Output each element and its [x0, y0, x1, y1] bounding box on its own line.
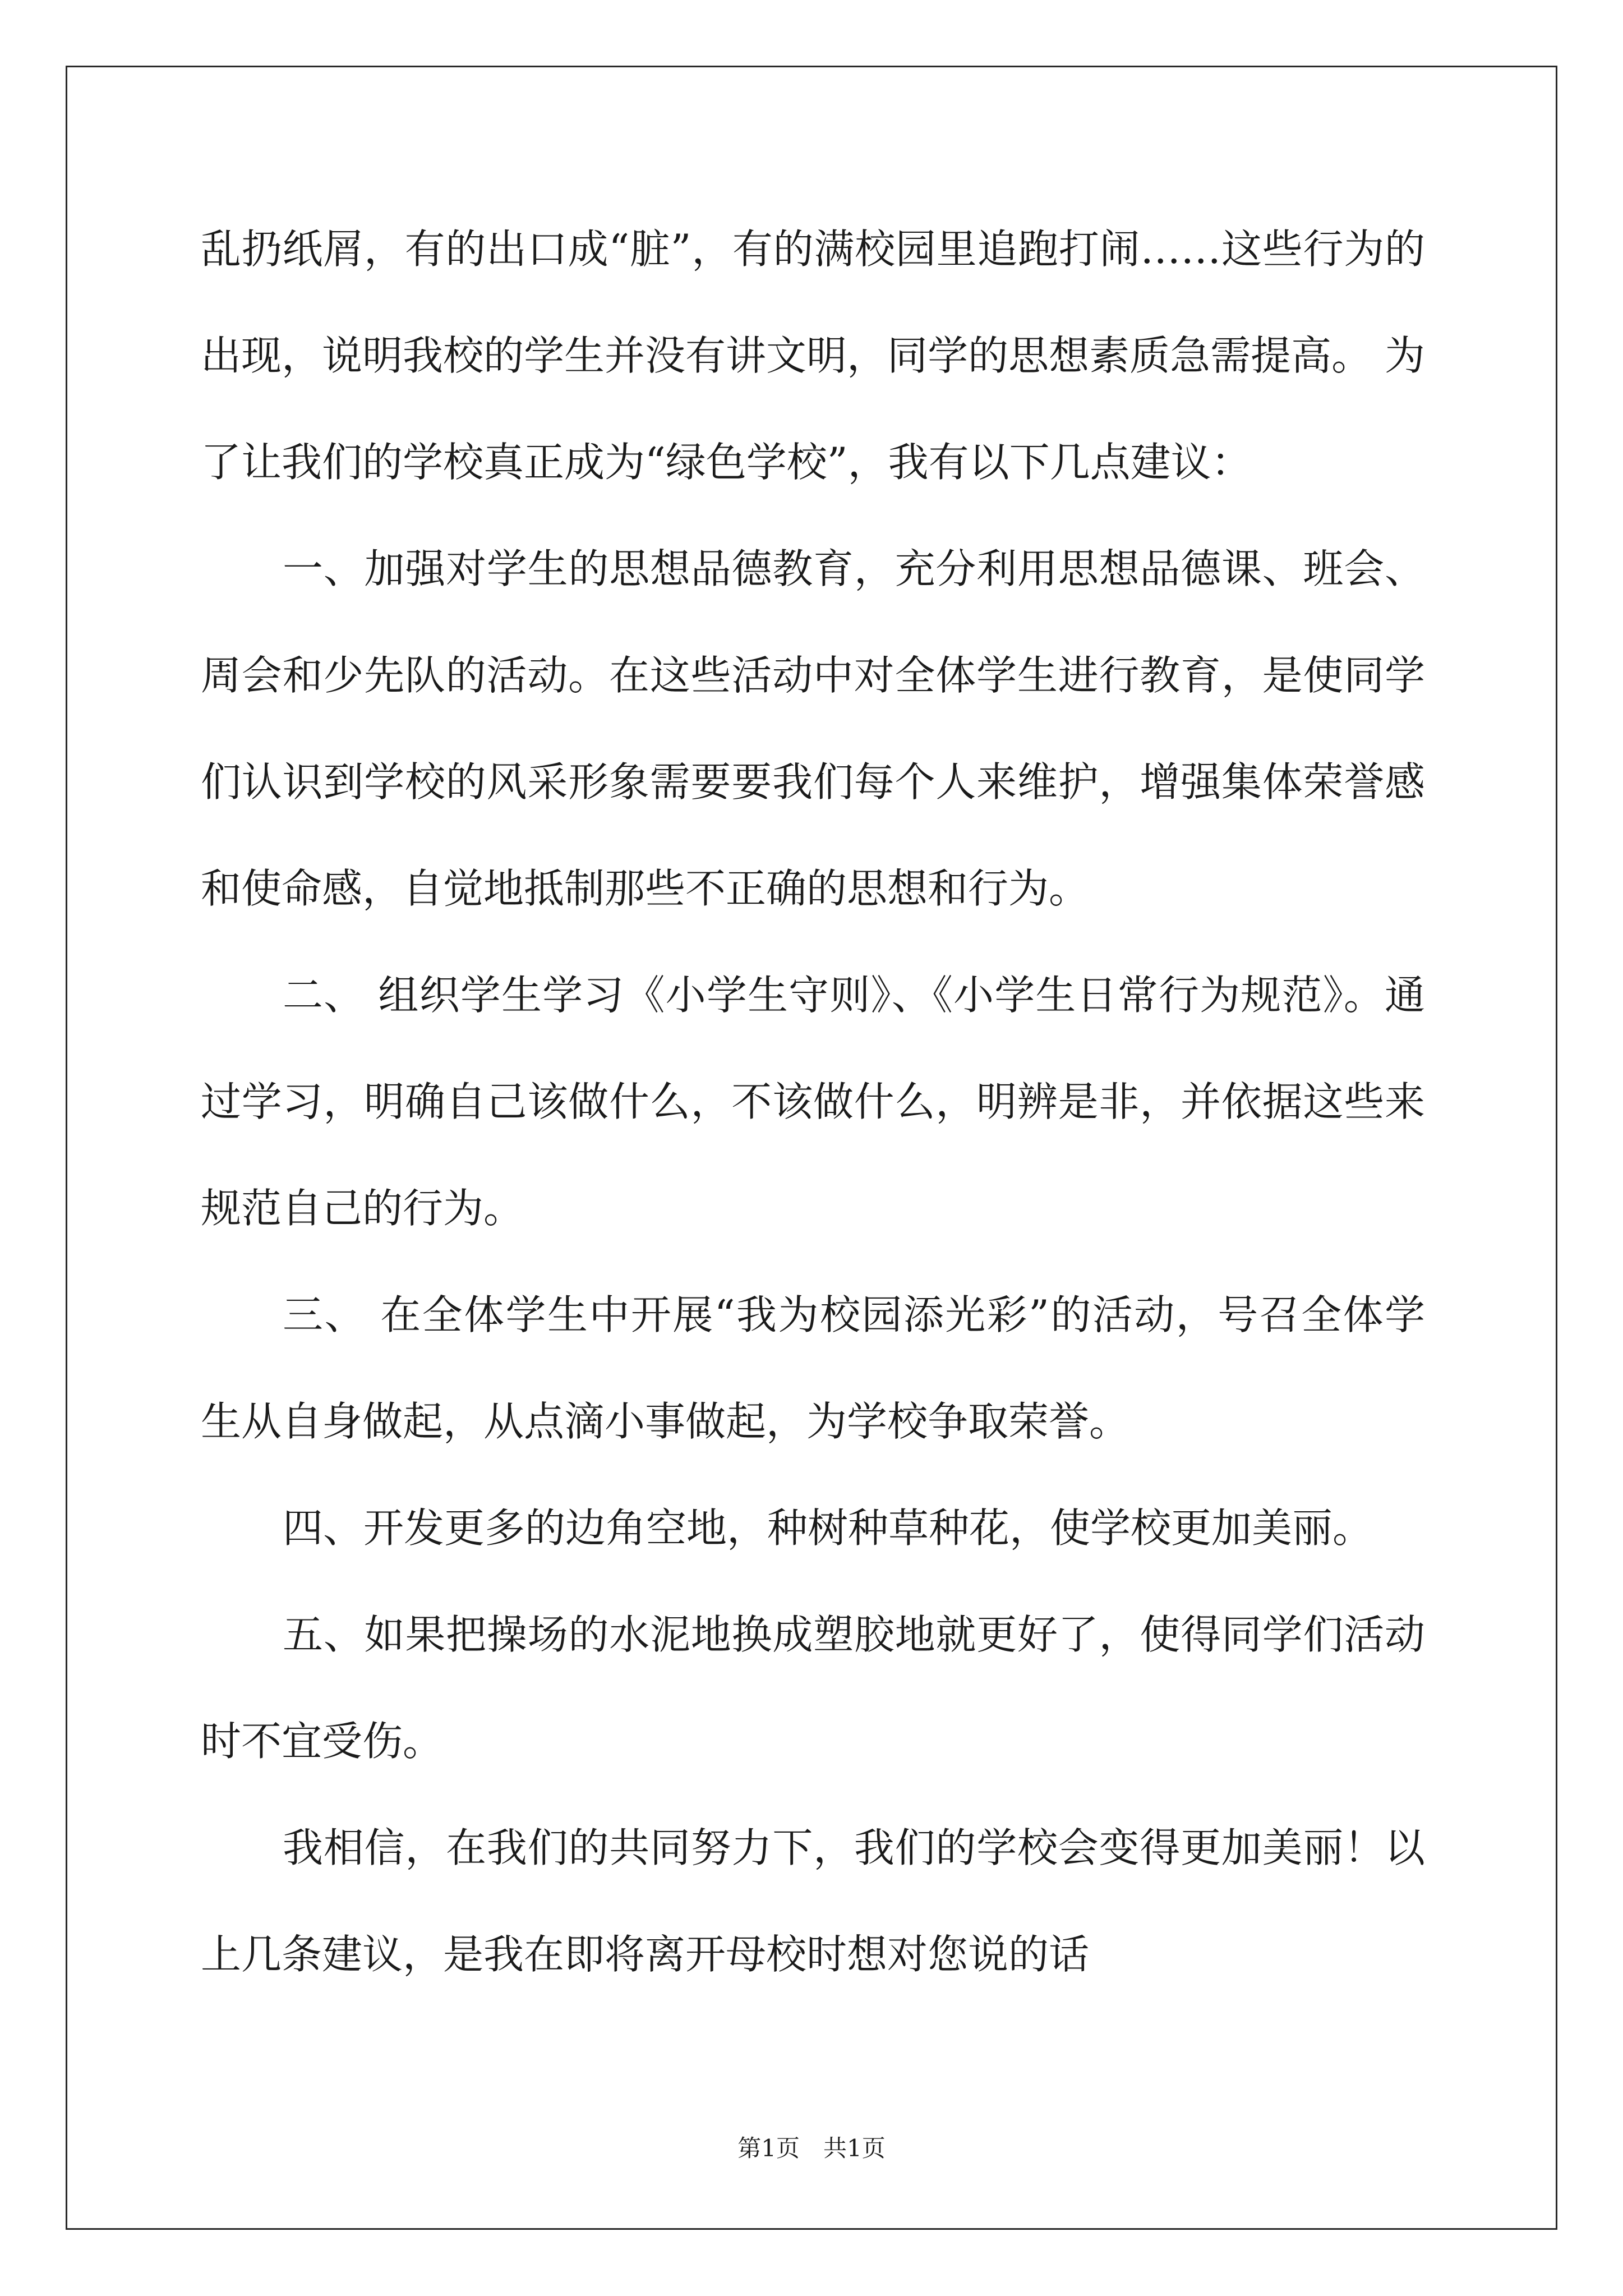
- paragraph: [201, 1581, 1425, 1795]
- text-line: 了让我们的学校真正成为“绿色学校”，我有以下几点建议：: [201, 439, 1252, 486]
- paragraph: [201, 516, 1425, 942]
- text-line: 一、加强对学生的思想品德教育，充分利用思想品德课、班会、: [283, 545, 1425, 592]
- text-line: 规范自己的行为。: [201, 1185, 524, 1232]
- text-line: 过学习，明确自己该做什么，不该做什么，明辨是非，并依据这些来: [201, 1078, 1425, 1125]
- text-line: 二、 组织学生学习《小学生守则》、《小学生日常行为规范》。通: [283, 972, 1425, 1019]
- text-line: 五、如果把操场的水泥地换成塑胶地就更好了，使得同学们活动: [283, 1611, 1425, 1658]
- text-line: 生从自身做起，从点滴小事做起，为学校争取荣誉。: [201, 1398, 1130, 1445]
- text-line: 四、开发更多的边角空地，种树种草种花，使学校更加美丽。: [283, 1504, 1373, 1552]
- text-line: 出现，说明我校的学生并没有讲文明，同学的思想素质急需提高。 为: [201, 332, 1425, 379]
- text-line: 和使命感，自觉地抵制那些不正确的思想和行为。: [201, 865, 1090, 912]
- paragraph: [201, 196, 1425, 516]
- text-line: 三、 在全体学生中开展“我为校园添光彩”的活动，号召全体学: [283, 1291, 1425, 1338]
- document-body: [201, 196, 1425, 2008]
- text-line: 乱扔纸屑，有的出口成“脏”，有的满校园里追跑打闹……这些行为的: [201, 226, 1425, 273]
- paragraph: [201, 1795, 1425, 2008]
- text-line: 们认识到学校的风采形象需要要我们每个人来维护，增强集体荣誉感: [201, 758, 1425, 806]
- text-line: 上几条建议，是我在即将离开母校时想对您说的话: [201, 1931, 1090, 1978]
- text-line: 时不宜受伤。: [201, 1718, 444, 1765]
- text-line: 我相信，在我们的共同努力下，我们的学校会变得更加美丽！以: [283, 1824, 1425, 1871]
- paragraph: [201, 1475, 1425, 1581]
- paragraph: [201, 942, 1425, 1262]
- paragraph: [201, 1262, 1425, 1475]
- page-footer: 第1页 共1页: [737, 2134, 886, 2162]
- text-line: 周会和少先队的活动。在这些活动中对全体学生进行教育，是使同学: [201, 652, 1425, 699]
